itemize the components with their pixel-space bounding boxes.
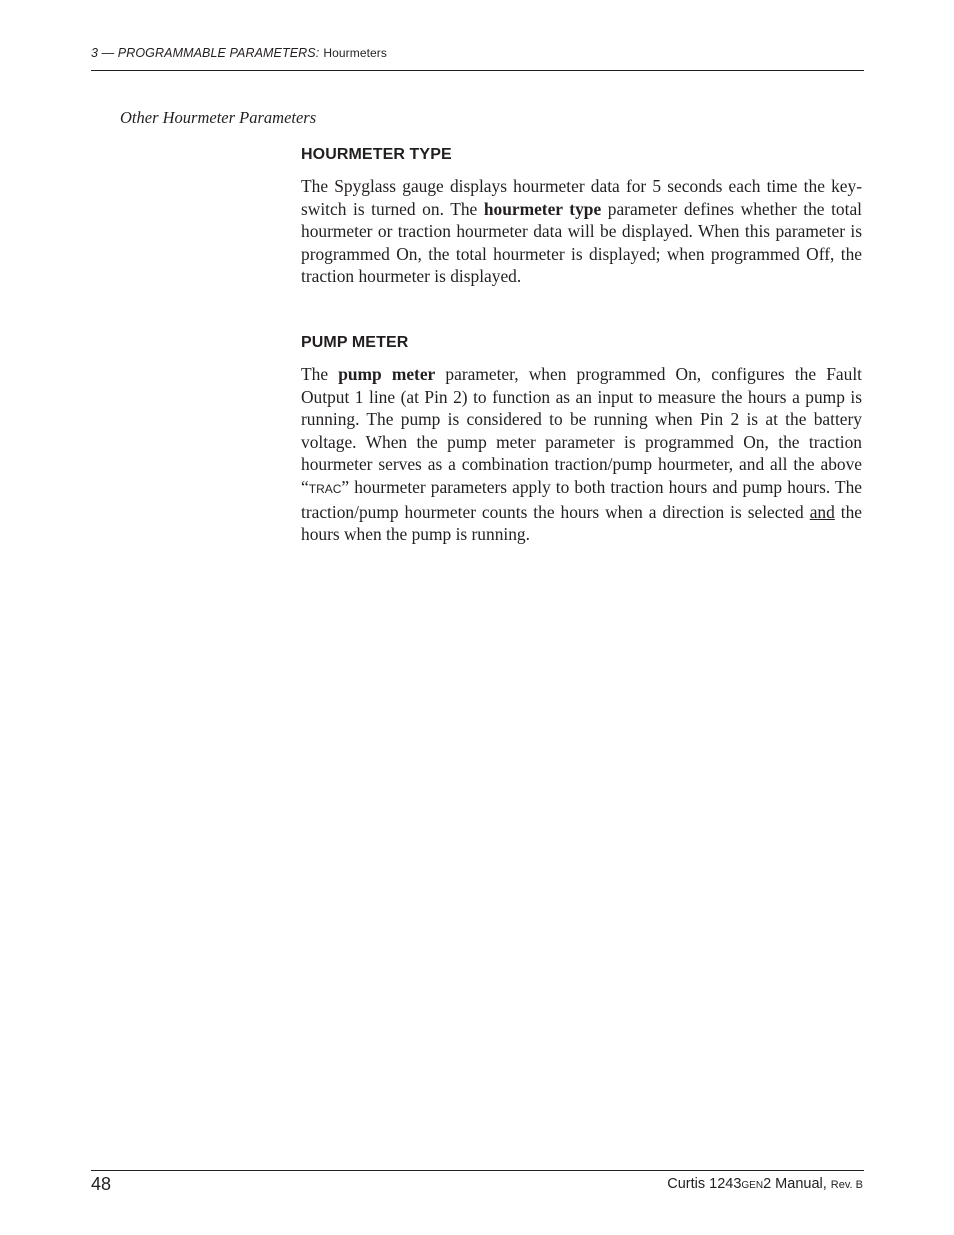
footer-title-prefix: Curtis 1243 [667, 1176, 742, 1192]
text-span: the hours when the pump is running. [301, 501, 863, 545]
section-label: Other Hourmeter Parameters [120, 108, 317, 127]
header-chapter: 3 — PROGRAMMABLE PARAMETERS: [91, 46, 320, 60]
text-span: ” hourmeter parameters apply to both traction hours and pump hours. The traction/pump hourmeter counts the hours when a direction is selected [301, 476, 862, 522]
header-divider [91, 70, 864, 71]
page-number: 48 [91, 1174, 112, 1194]
footer-title-gen: GEN [741, 1180, 764, 1191]
heading-hourmeter-type: HOURMETER TYPE [301, 146, 452, 163]
bold-term: pump meter [338, 364, 436, 384]
text-span: parameter defines whether the total hourmeter or traction hourmeter data will be displayed. When this parameter is programmed On, the total hourmeter is displayed; when programmed Off, the traction hourmeter is displayed. [301, 198, 862, 287]
text-span: parameter, when programmed On, configures the Fault Output 1 line (at Pin 2) to function as an input to measure the hours a pump is running. The pump is considered to be running when Pin 2 is at the battery voltage. When the pump meter parameter is programmed On, the traction hourmeter serves as a combination traction/pump hourmeter, and all the above “ [301, 364, 862, 497]
smallcaps-term: TRAC [308, 481, 342, 496]
footer-title [667, 1176, 863, 1192]
paragraph-pump-meter [301, 363, 862, 546]
text-span: The Spyglass gauge displays hourmeter data for 5 seconds each time the key-switch is turned on. The [301, 176, 862, 219]
heading-pump-meter: PUMP METER [301, 334, 409, 351]
header-section: Hourmeters [323, 46, 387, 60]
page-header [91, 46, 387, 60]
underlined-term: and [809, 501, 835, 522]
paragraph-hourmeter-type [301, 175, 862, 288]
bold-term: hourmeter type [483, 198, 602, 219]
footer-title-suffix: 2 Manual, [763, 1176, 827, 1192]
text-span: The [301, 364, 339, 384]
footer-revision: Rev. B [830, 1179, 863, 1191]
footer-divider [91, 1170, 864, 1171]
